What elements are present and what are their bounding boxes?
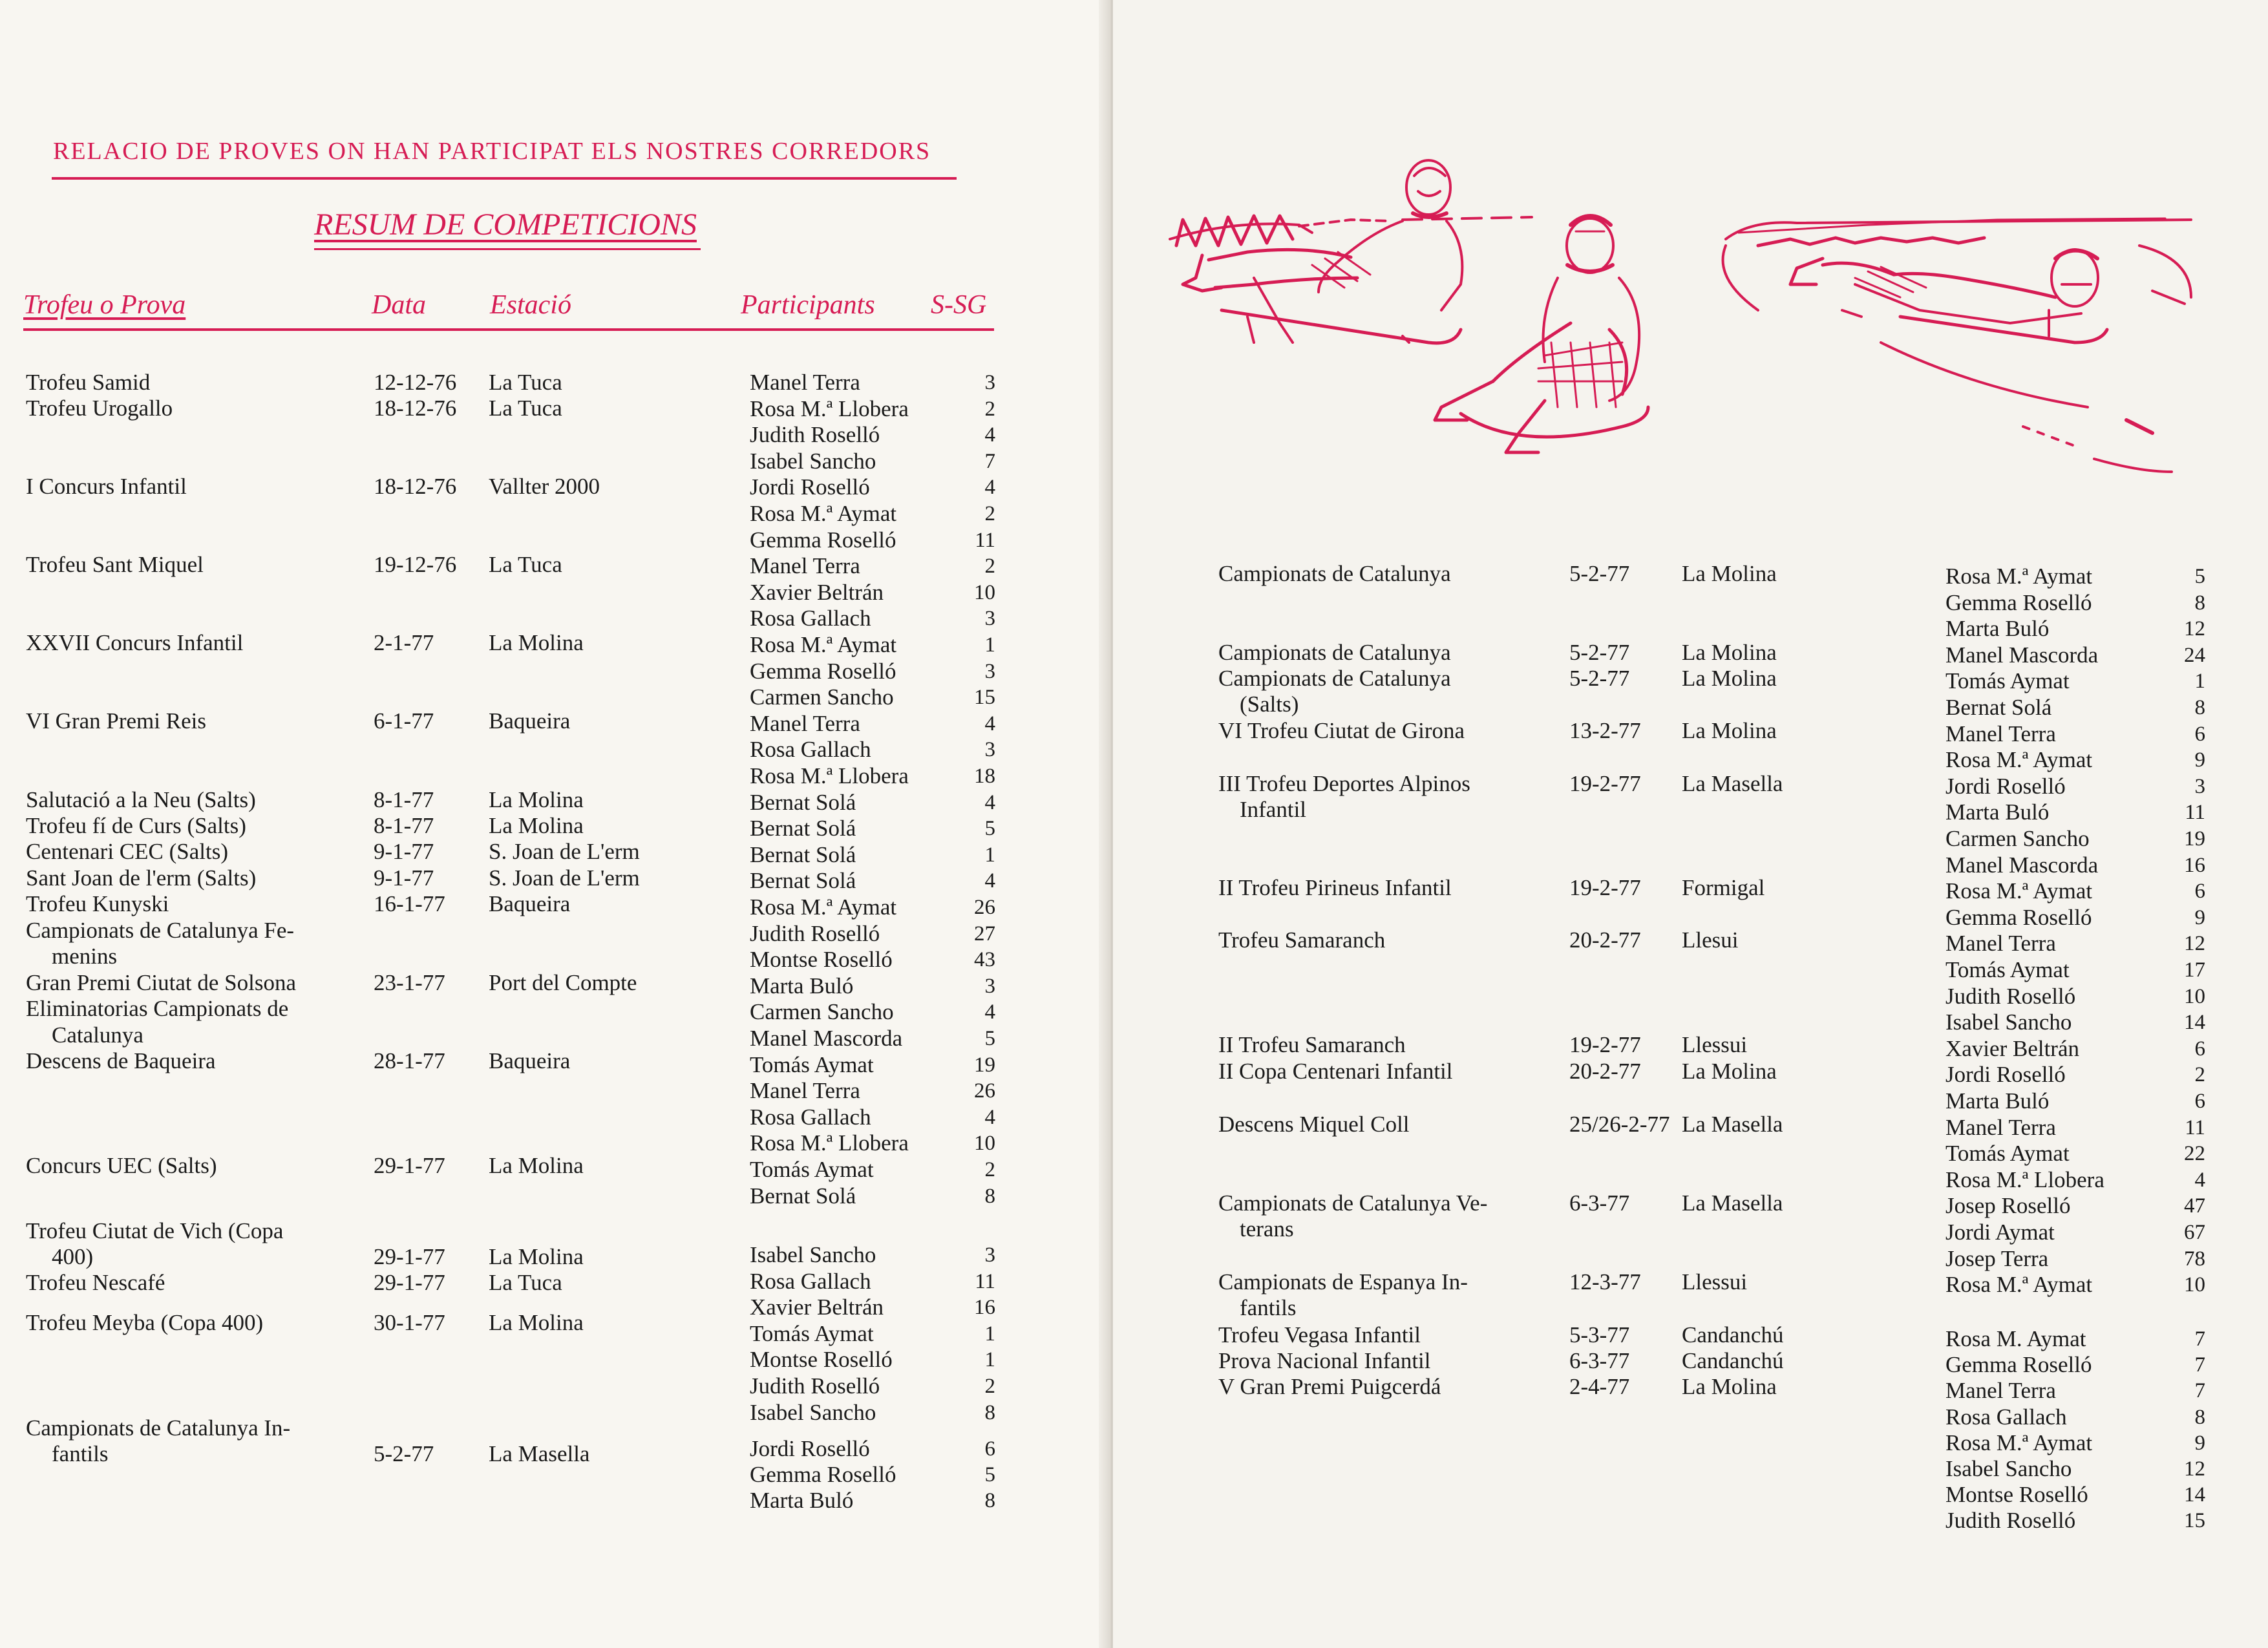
participant-name: Rosa M.ª Aymat (1945, 747, 2093, 773)
participant-score: 2 (984, 555, 995, 578)
event-station: La Tuca (489, 396, 562, 421)
event-date: 6-1-77 (374, 708, 434, 734)
event-date: 29-1-77 (374, 1244, 445, 1269)
participant-score: 9 (2194, 748, 2205, 772)
participant-name: Gemma Roselló (750, 658, 896, 684)
participant-score: 4 (984, 1000, 995, 1024)
participant-score: 9 (2194, 1431, 2205, 1455)
sledder-man (1183, 160, 1462, 343)
participant-score: 24 (2184, 643, 2205, 667)
event-station: La Molina (1682, 666, 1777, 691)
participant-name: Josep Terra (1945, 1245, 2049, 1271)
participant-name: Manel Mascorda (1945, 852, 2099, 878)
participant-name: Montse Roselló (1945, 1482, 2088, 1508)
participant-name: Isabel Sancho (750, 1242, 876, 1267)
event-date: 5-2-77 (1569, 666, 1630, 691)
participant-score: 2 (984, 1375, 995, 1398)
event-station: S. Joan de L'erm (489, 865, 640, 891)
participant-name: Rosa M.ª Llobera (1945, 1167, 2104, 1192)
participant-name: Jordi Roselló (1945, 773, 2066, 799)
event-name: VI Gran Premi Reis (26, 708, 206, 734)
event-name: Trofeu Nescafé (26, 1270, 165, 1295)
participant-name: Rosa Gallach (1945, 1404, 2067, 1430)
participant-score: 26 (974, 896, 995, 919)
participant-score: 8 (2194, 1405, 2205, 1429)
participant-name: Josep Roselló (1945, 1193, 2071, 1219)
participant-score: 4 (984, 476, 995, 500)
event-station: La Molina (489, 1153, 584, 1178)
participant-name: Gemma Roselló (1945, 1352, 2092, 1378)
participant-score: 1 (984, 1348, 995, 1372)
event-name: Catalunya (52, 1022, 143, 1048)
participant-score: 1 (2194, 670, 2205, 693)
event-date: 20-2-77 (1569, 1059, 1641, 1084)
column-header-estacio: Estació (490, 290, 571, 320)
participant-name: Manel Terra (1945, 1378, 2056, 1404)
participant-score: 27 (974, 922, 995, 945)
participant-score: 6 (2194, 1037, 2205, 1061)
event-station: La Masella (1682, 1190, 1783, 1216)
participant-name: Manel Terra (1945, 721, 2056, 746)
participant-score: 12 (2184, 932, 2205, 956)
participant-name: Judith Roselló (1945, 983, 2076, 1009)
participant-score: 7 (2194, 1353, 2205, 1377)
participant-name: Manel Terra (750, 553, 860, 579)
event-station: La Molina (489, 1244, 584, 1269)
participant-score: 43 (974, 948, 995, 972)
participant-score: 1 (984, 1322, 995, 1346)
event-date: 6-3-77 (1569, 1190, 1630, 1216)
event-station: La Molina (1682, 640, 1777, 665)
event-name: fantils (52, 1441, 109, 1466)
participant-score: 12 (2184, 1457, 2205, 1481)
event-date: 8-1-77 (374, 813, 434, 838)
event-station: La Molina (489, 630, 584, 655)
participant-name: Marta Buló (750, 973, 854, 998)
event-name: menins (52, 944, 118, 969)
event-name: Salutació a la Neu (Salts) (26, 787, 256, 812)
participant-score: 5 (984, 817, 995, 841)
participant-score: 1 (984, 633, 995, 657)
participant-score: 9 (2194, 905, 2205, 929)
participant-name: Jordi Aymat (1945, 1220, 2055, 1245)
participant-name: Gemma Roselló (750, 527, 896, 553)
event-name: Trofeu Samaranch (1218, 927, 1386, 953)
event-station: La Molina (1682, 561, 1777, 586)
participant-name: Carmen Sancho (1945, 826, 2090, 851)
participant-score: 19 (974, 1053, 995, 1077)
event-name: Concurs UEC (Salts) (26, 1153, 217, 1178)
participant-name: Xavier Beltrán (750, 579, 884, 605)
event-name: Trofeu Samid (26, 370, 151, 395)
participant-name: Manel Mascorda (1945, 642, 2099, 668)
participant-score: 26 (974, 1079, 995, 1103)
participant-score: 4 (984, 1105, 995, 1129)
participant-name: Rosa M.ª Llobera (750, 1130, 909, 1156)
participant-name: Gemma Roselló (750, 1462, 896, 1487)
participant-score: 11 (975, 1269, 995, 1293)
event-station: La Molina (1682, 718, 1777, 743)
participant-name: Carmen Sancho (750, 684, 894, 710)
participant-name: Bernat Solá (750, 1183, 856, 1209)
participant-score: 2 (984, 502, 995, 525)
event-name: Eliminatorias Campionats de (26, 996, 289, 1021)
participant-score: 3 (2194, 774, 2205, 798)
participant-score: 17 (2184, 958, 2205, 982)
event-name: Trofeu Urogallo (26, 396, 173, 421)
event-station: La Masella (489, 1441, 590, 1466)
event-station: La Molina (1682, 1059, 1777, 1084)
sledder-prone (1790, 249, 2107, 343)
participant-score: 18 (974, 765, 995, 788)
event-station: Llesui (1682, 927, 1739, 953)
heading-rule (52, 177, 957, 180)
event-name: II Trofeu Pirineus Infantil (1218, 875, 1452, 900)
participant-score: 7 (2194, 1379, 2205, 1403)
event-name: III Trofeu Deportes Alpinos (1218, 771, 1470, 796)
participant-score: 15 (2184, 1509, 2205, 1533)
participant-name: Montse Roselló (750, 947, 893, 973)
event-name: I Concurs Infantil (26, 474, 187, 499)
participant-name: Tomás Aymat (750, 1320, 874, 1346)
event-station: Baqueira (489, 1048, 571, 1073)
event-name: Trofeu fí de Curs (Salts) (26, 813, 246, 838)
participant-score: 19 (2184, 827, 2205, 850)
participant-name: Manel Mascorda (750, 1026, 903, 1051)
column-header-data: Data (372, 290, 426, 320)
participant-score: 2 (984, 397, 995, 421)
participant-name: Rosa M.ª Aymat (1945, 878, 2093, 904)
event-station: La Masella (1682, 1112, 1783, 1137)
column-header-ssg: S-SG (931, 290, 987, 320)
participant-score: 3 (984, 1243, 995, 1267)
event-date: 29-1-77 (374, 1270, 445, 1295)
participant-score: 10 (2184, 1273, 2205, 1297)
event-date: 12-3-77 (1569, 1269, 1641, 1294)
event-station: Vallter 2000 (489, 474, 600, 499)
participant-name: Rosa Gallach (750, 606, 871, 631)
event-date: 5-3-77 (1569, 1322, 1630, 1347)
participant-name: Judith Roselló (1945, 1508, 2076, 1534)
event-date: 13-2-77 (1569, 718, 1641, 743)
event-name: 400) (52, 1244, 94, 1269)
participant-name: Xavier Beltrán (1945, 1035, 2079, 1061)
event-date: 23-1-77 (374, 970, 445, 995)
participant-name: Jordi Roselló (1945, 1062, 2066, 1088)
event-station: La Molina (489, 813, 584, 838)
event-name: Campionats de Catalunya Ve- (1218, 1190, 1488, 1216)
participant-name: Gemma Roselló (1945, 589, 2092, 615)
participant-name: Manel Terra (1945, 931, 2056, 956)
participant-score: 4 (984, 712, 995, 735)
participant-name: Rosa M.ª Aymat (1945, 564, 2093, 589)
event-date: 25/26-2-77 (1569, 1112, 1670, 1137)
event-date: 5-2-77 (1569, 640, 1630, 665)
participant-name: Manel Terra (1945, 1114, 2056, 1140)
participant-score: 10 (974, 580, 995, 604)
participant-name: Rosa M.ª Aymat (750, 632, 897, 657)
participant-score: 1 (984, 843, 995, 867)
participant-score: 3 (984, 607, 995, 631)
event-date: 29-1-77 (374, 1153, 445, 1178)
participant-name: Montse Roselló (750, 1347, 893, 1373)
event-station: Formigal (1682, 875, 1765, 900)
event-date: 20-2-77 (1569, 927, 1641, 953)
event-station: Baqueira (489, 708, 571, 734)
participant-score: 5 (984, 1027, 995, 1050)
participant-score: 6 (2194, 880, 2205, 903)
event-station: La Tuca (489, 552, 562, 577)
event-date: 18-12-76 (374, 474, 457, 499)
participant-name: Tomás Aymat (750, 1051, 874, 1077)
event-station: Candanchú (1682, 1322, 1784, 1347)
event-date: 9-1-77 (374, 839, 434, 864)
participant-name: Isabel Sancho (1945, 1456, 2072, 1481)
participant-name: Jordi Roselló (750, 1436, 870, 1461)
participant-score: 12 (2184, 617, 2205, 641)
participant-name: Rosa M.ª Llobera (750, 396, 909, 421)
participant-score: 7 (2194, 1327, 2205, 1351)
event-date: 19-2-77 (1569, 771, 1641, 796)
participant-name: Jordi Roselló (750, 474, 870, 500)
participant-name: Tomás Aymat (1945, 668, 2070, 694)
participant-name: Gemma Roselló (1945, 904, 2092, 930)
column-header-participants: Participants (741, 290, 875, 320)
left-page (0, 0, 1107, 1648)
participant-score: 5 (984, 1463, 995, 1486)
participant-score: 15 (974, 686, 995, 710)
participant-score: 47 (2184, 1194, 2205, 1218)
participant-score: 67 (2184, 1221, 2205, 1244)
participant-score: 5 (2194, 565, 2205, 588)
participant-name: Bernat Solá (750, 789, 856, 815)
event-name: Campionats de Catalunya In- (26, 1415, 291, 1441)
sledding-illustration (1157, 149, 2204, 485)
event-date: 19-12-76 (374, 552, 457, 577)
event-station: La Masella (1682, 771, 1783, 796)
participant-name: Marta Buló (1945, 799, 2050, 825)
participant-name: Bernat Solá (750, 816, 856, 841)
event-name: Campionats de Catalunya (1218, 561, 1451, 586)
participant-name: Rosa M.ª Aymat (750, 501, 897, 526)
participant-score: 11 (2185, 1115, 2205, 1139)
participant-name: Bernat Solá (750, 841, 856, 867)
event-name: Gran Premi Ciutat de Solsona (26, 970, 297, 995)
participant-score: 4 (984, 869, 995, 893)
participant-name: Judith Roselló (750, 1373, 880, 1399)
event-station: La Tuca (489, 370, 562, 395)
participant-name: Bernat Solá (1945, 695, 2052, 720)
participant-name: Rosa M.ª Aymat (750, 894, 897, 920)
participant-name: Bernat Solá (750, 868, 856, 894)
event-date: 19-2-77 (1569, 1032, 1641, 1057)
participant-score: 4 (984, 423, 995, 447)
event-station: Baqueira (489, 891, 571, 916)
event-name: Trofeu Ciutat de Vich (Copa (26, 1218, 284, 1243)
participant-name: Marta Buló (1945, 1088, 2050, 1114)
participant-name: Marta Buló (1945, 616, 2050, 642)
participant-score: 10 (2184, 984, 2205, 1008)
event-date: 16-1-77 (374, 891, 445, 916)
event-name: II Copa Centenari Infantil (1218, 1059, 1453, 1084)
event-date: 5-2-77 (374, 1441, 434, 1466)
participant-name: Manel Terra (750, 370, 860, 395)
event-name: VI Trofeu Ciutat de Girona (1218, 718, 1465, 743)
event-date: 6-3-77 (1569, 1348, 1630, 1373)
participant-score: 6 (2194, 722, 2205, 746)
participant-score: 8 (2194, 696, 2205, 719)
event-date: 2-1-77 (374, 630, 434, 655)
participant-score: 4 (2194, 1168, 2205, 1192)
event-date: 2-4-77 (1569, 1374, 1630, 1399)
participant-score: 3 (984, 974, 995, 998)
event-name: Descens de Baqueira (26, 1048, 216, 1073)
event-station: S. Joan de L'erm (489, 839, 640, 864)
event-name: Trofeu Sant Miquel (26, 552, 204, 577)
section-title: RESUM DE COMPETICIONS (314, 207, 697, 242)
participant-score: 2 (984, 1158, 995, 1181)
event-station: La Molina (489, 787, 584, 812)
participant-name: Xavier Beltrán (750, 1294, 884, 1320)
event-name: Campionats de Catalunya (1218, 640, 1451, 665)
participant-name: Carmen Sancho (750, 999, 894, 1025)
participant-name: Isabel Sancho (1945, 1009, 2072, 1035)
participant-name: Manel Terra (750, 710, 860, 736)
participant-score: 11 (975, 528, 995, 552)
publication-heading: RELACIO DE PROVES ON HAN PARTICIPAT ELS NOSTRES CORREDORS (53, 138, 931, 165)
event-date: 8-1-77 (374, 787, 434, 812)
participant-name: Isabel Sancho (750, 448, 876, 474)
participant-score: 8 (984, 1489, 995, 1512)
participant-score: 8 (984, 1400, 995, 1424)
participant-name: Tomás Aymat (1945, 957, 2070, 982)
event-station: Llessui (1682, 1269, 1748, 1294)
participant-name: Marta Buló (750, 1488, 854, 1513)
event-station: Candanchú (1682, 1348, 1784, 1373)
event-name: Campionats de Espanya In- (1218, 1269, 1468, 1294)
participant-name: Tomás Aymat (1945, 1141, 2070, 1167)
title-rule (314, 248, 701, 250)
event-name: Descens Miquel Coll (1218, 1112, 1410, 1137)
event-name: Trofeu Vegasa Infantil (1218, 1322, 1421, 1347)
event-name: Sant Joan de l'erm (Salts) (26, 865, 257, 891)
participant-name: Isabel Sancho (750, 1399, 876, 1425)
event-name: (Salts) (1240, 692, 1299, 717)
participant-score: 3 (984, 738, 995, 762)
event-station: La Molina (489, 1310, 584, 1335)
participant-score: 2 (2194, 1063, 2205, 1087)
participant-score: 6 (984, 1437, 995, 1461)
participant-score: 14 (2184, 1011, 2205, 1035)
participant-score: 8 (984, 1184, 995, 1208)
event-station: Port del Compte (489, 970, 637, 995)
column-header-trofeu: Trofeu o Prova (23, 290, 186, 320)
event-date: 12-12-76 (374, 370, 457, 395)
participant-name: Rosa Gallach (750, 1268, 871, 1294)
event-name: XXVII Concurs Infantil (26, 630, 244, 655)
sledder-woman (1435, 216, 1648, 452)
participant-score: 3 (984, 659, 995, 683)
participant-score: 10 (974, 1132, 995, 1156)
event-station: La Molina (1682, 1374, 1777, 1399)
event-name: Trofeu Meyba (Copa 400) (26, 1310, 264, 1335)
participant-name: Rosa M. Aymat (1945, 1326, 2086, 1351)
participant-score: 3 (984, 371, 995, 394)
participant-score: 7 (984, 449, 995, 473)
event-name: Centenari CEC (Salts) (26, 839, 229, 864)
participant-name: Rosa M.ª Aymat (1945, 1272, 2093, 1298)
participant-name: Rosa M.ª Llobera (750, 763, 909, 788)
participant-score: 78 (2184, 1247, 2205, 1271)
event-name: Campionats de Catalunya Fe- (26, 918, 295, 943)
participant-name: Rosa M.ª Aymat (1945, 1430, 2093, 1455)
event-name: V Gran Premi Puigcerdá (1218, 1374, 1441, 1399)
event-station: Llessui (1682, 1032, 1748, 1057)
event-date: 30-1-77 (374, 1310, 445, 1335)
participant-name: Rosa Gallach (750, 737, 871, 763)
event-name: fantils (1240, 1295, 1297, 1320)
event-name: Campionats de Catalunya (1218, 666, 1451, 691)
event-name: Prova Nacional Infantil (1218, 1348, 1431, 1373)
event-name: Infantil (1240, 797, 1307, 822)
participant-name: Manel Terra (750, 1078, 860, 1104)
participant-name: Rosa Gallach (750, 1104, 871, 1130)
event-date: 19-2-77 (1569, 875, 1641, 900)
event-name: Trofeu Kunyski (26, 891, 169, 916)
event-name: terans (1240, 1216, 1294, 1241)
header-rule (23, 328, 994, 331)
participant-score: 8 (2194, 591, 2205, 615)
event-date: 5-2-77 (1569, 561, 1630, 586)
participant-score: 16 (974, 1296, 995, 1320)
event-station: La Tuca (489, 1270, 562, 1295)
participant-score: 11 (2185, 801, 2205, 825)
event-name: II Trofeu Samaranch (1218, 1032, 1406, 1057)
event-date: 28-1-77 (374, 1048, 445, 1073)
event-date: 9-1-77 (374, 865, 434, 891)
event-date: 18-12-76 (374, 396, 457, 421)
participant-score: 4 (984, 790, 995, 814)
participant-score: 14 (2184, 1483, 2205, 1507)
participant-score: 22 (2184, 1142, 2205, 1166)
participant-name: Judith Roselló (750, 422, 880, 448)
participant-score: 6 (2194, 1090, 2205, 1113)
participant-name: Judith Roselló (750, 920, 880, 946)
participant-score: 16 (2184, 853, 2205, 877)
participant-name: Tomás Aymat (750, 1157, 874, 1182)
